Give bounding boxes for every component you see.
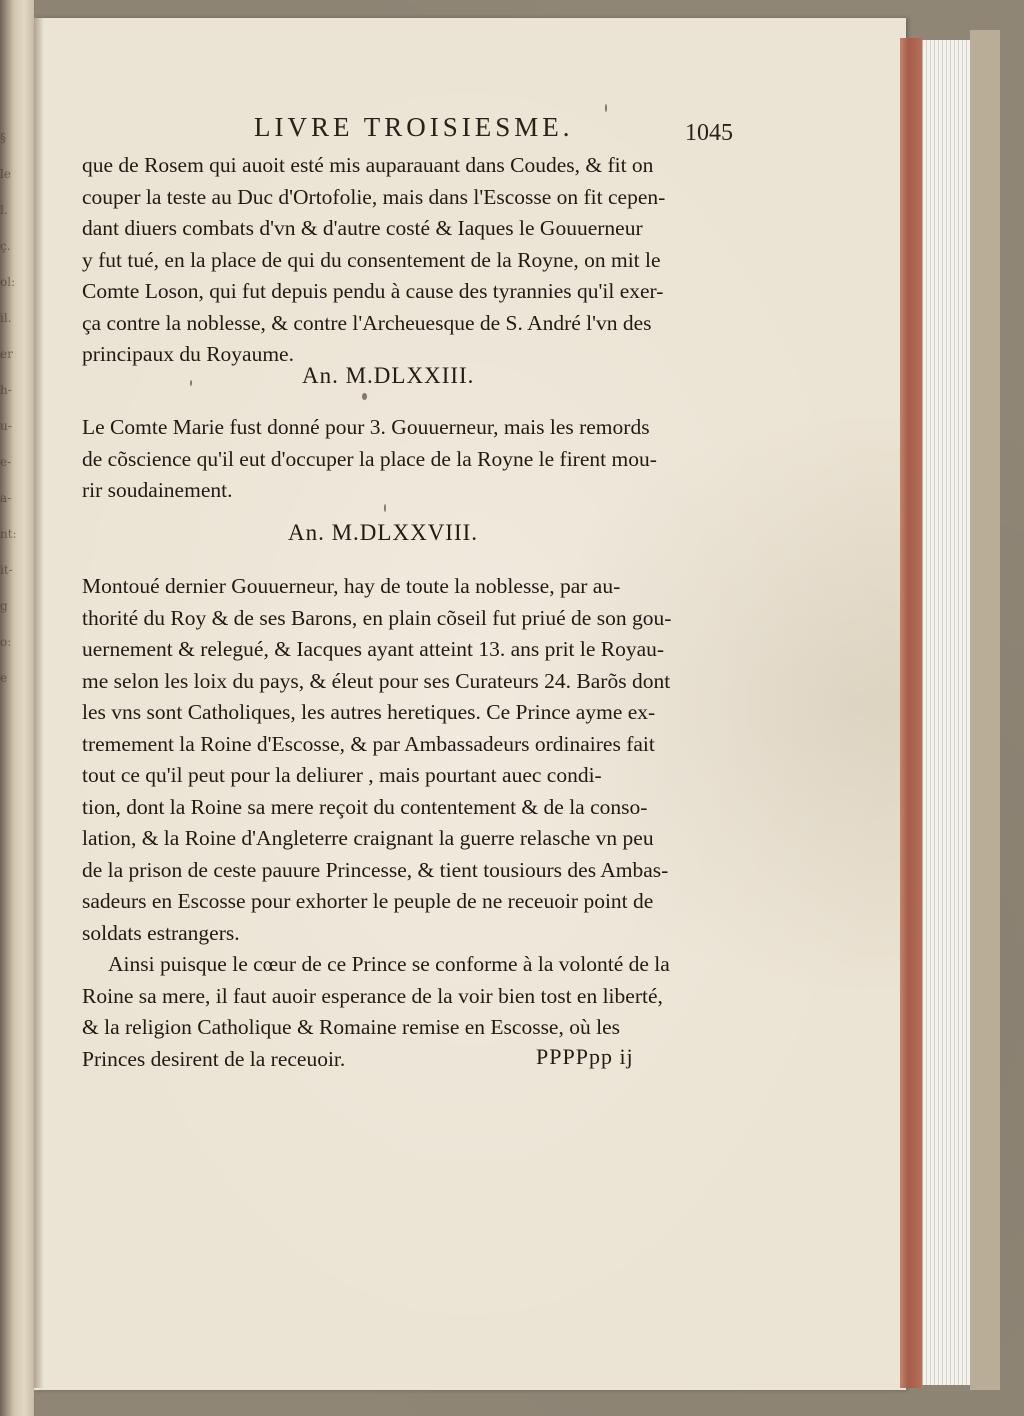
- text-line: de la prison de ceste pauure Princesse, & tient tousiours des Ambas-: [82, 857, 669, 882]
- text-line: principaux du Royaume.: [82, 342, 294, 366]
- text-line: que de Rosem qui auoit esté mis auparauant dans Coudes, & fit on: [82, 153, 654, 177]
- paragraph-continuation: [82, 150, 772, 371]
- text-line: Le Comte Marie fust donné pour 3. Gouuerneur, mais les remords: [82, 415, 650, 439]
- text-line: dant diuers combats d'vn & d'autre costé & Iaques le Gouuerneur: [82, 216, 643, 240]
- margin-fragment: e-: [0, 455, 12, 469]
- text-line: ça contre la noblesse, & contre l'Archeuesque de S. André l'vn des: [82, 310, 652, 335]
- gutter-shadow: [34, 18, 44, 1388]
- text-line: de cõscience qu'il eut d'occuper la place de la Royne le firent mou-: [82, 446, 657, 471]
- text-line: Roine sa mere, il faut auoir esperance de la voir bien tost en liberté,: [82, 983, 663, 1008]
- text-line: y fut tué, en la place de qui du consentement de la Royne, on mit le: [82, 247, 661, 272]
- ink-speck: [605, 104, 607, 112]
- text-line: sadeurs en Escosse pour exhorter le peuple de ne receuoir point de: [82, 889, 654, 913]
- margin-fragment: ol:: [0, 275, 16, 289]
- text-line: tremement la Roine d'Escosse, & par Ambassadeurs ordinaires fait: [82, 731, 655, 756]
- text-line: rir soudainement.: [82, 478, 233, 502]
- text-line: tion, dont la Roine sa mere reçoit du contentement & de la conso-: [82, 794, 648, 819]
- margin-fragment: a-: [0, 491, 12, 505]
- text-line: Princes desirent de la receuoir.: [82, 1046, 346, 1071]
- year-heading-1578: An. M.DLXXVIII.: [288, 520, 479, 545]
- cover-board: [970, 30, 1000, 1390]
- text-line: lation, & la Roine d'Angleterre craignant la guerre relasche vn peu: [82, 826, 654, 850]
- ink-speck: [384, 504, 386, 512]
- red-page-edge: [900, 38, 922, 1388]
- text-line: tout ce qu'il peut pour la deliurer , mais pourtant auec condi-: [82, 763, 602, 787]
- text-line: & la religion Catholique & Romaine remise en Escosse, où les: [82, 1015, 620, 1039]
- year-heading-1573: An. M.DLXXIII.: [302, 363, 475, 388]
- text-line: Ainsi puisque le cœur de ce Prince se conforme à la volonté de la: [108, 952, 670, 976]
- margin-fragment: e: [0, 671, 8, 685]
- margin-fragment: nt:: [0, 527, 17, 541]
- text-line: les vns sont Catholiques, les autres heretiques. Ce Prince ayme ex-: [82, 700, 656, 724]
- margin-fragment: u-: [0, 419, 12, 433]
- page-number: 1045: [685, 120, 733, 146]
- margin-fragment: o:: [0, 635, 12, 649]
- signature-mark: PPPPpp ij: [536, 1044, 634, 1069]
- page-block-edge: [922, 40, 971, 1385]
- margin-fragment: il.: [0, 311, 12, 325]
- text-line: me selon les loix du pays, & éleut pour ses Curateurs 24. Barõs dont: [82, 668, 671, 693]
- margin-fragment: er: [0, 347, 13, 361]
- ink-speck: [190, 380, 192, 386]
- margin-fragment: l.: [0, 203, 8, 217]
- text-line: Montoué dernier Gouuerneur, hay de toute la noblesse, par au-: [82, 574, 621, 598]
- text-line: couper la teste au Duc d'Ortofolie, mais dans l'Escosse on fit cepen-: [82, 184, 666, 209]
- text-line: Comte Loson, qui fut depuis pendu à cause des tyrannies qu'il exer-: [82, 279, 664, 303]
- margin-fragment: §: [0, 131, 6, 145]
- margin-fragment: h-: [0, 383, 12, 397]
- paragraph-1573: [82, 412, 772, 507]
- facing-page-margin-fragments: [0, 120, 20, 1220]
- text-line: thorité du Roy & de ses Barons, en plain cõseil fut priué de son gou-: [82, 605, 672, 630]
- margin-fragment: ç.: [0, 239, 11, 253]
- running-head: LIVRE TROISIESME.: [254, 112, 574, 142]
- margin-fragment: g: [0, 599, 8, 613]
- margin-fragment: it-: [0, 563, 13, 577]
- ink-speck: [362, 393, 367, 400]
- text-line: uernement & relegué, & Iacques ayant atteint 13. ans prit le Royau-: [82, 637, 665, 661]
- margin-fragment: le: [0, 167, 11, 181]
- paragraph-1578: [82, 571, 772, 1075]
- text-line: soldats estrangers.: [82, 920, 240, 945]
